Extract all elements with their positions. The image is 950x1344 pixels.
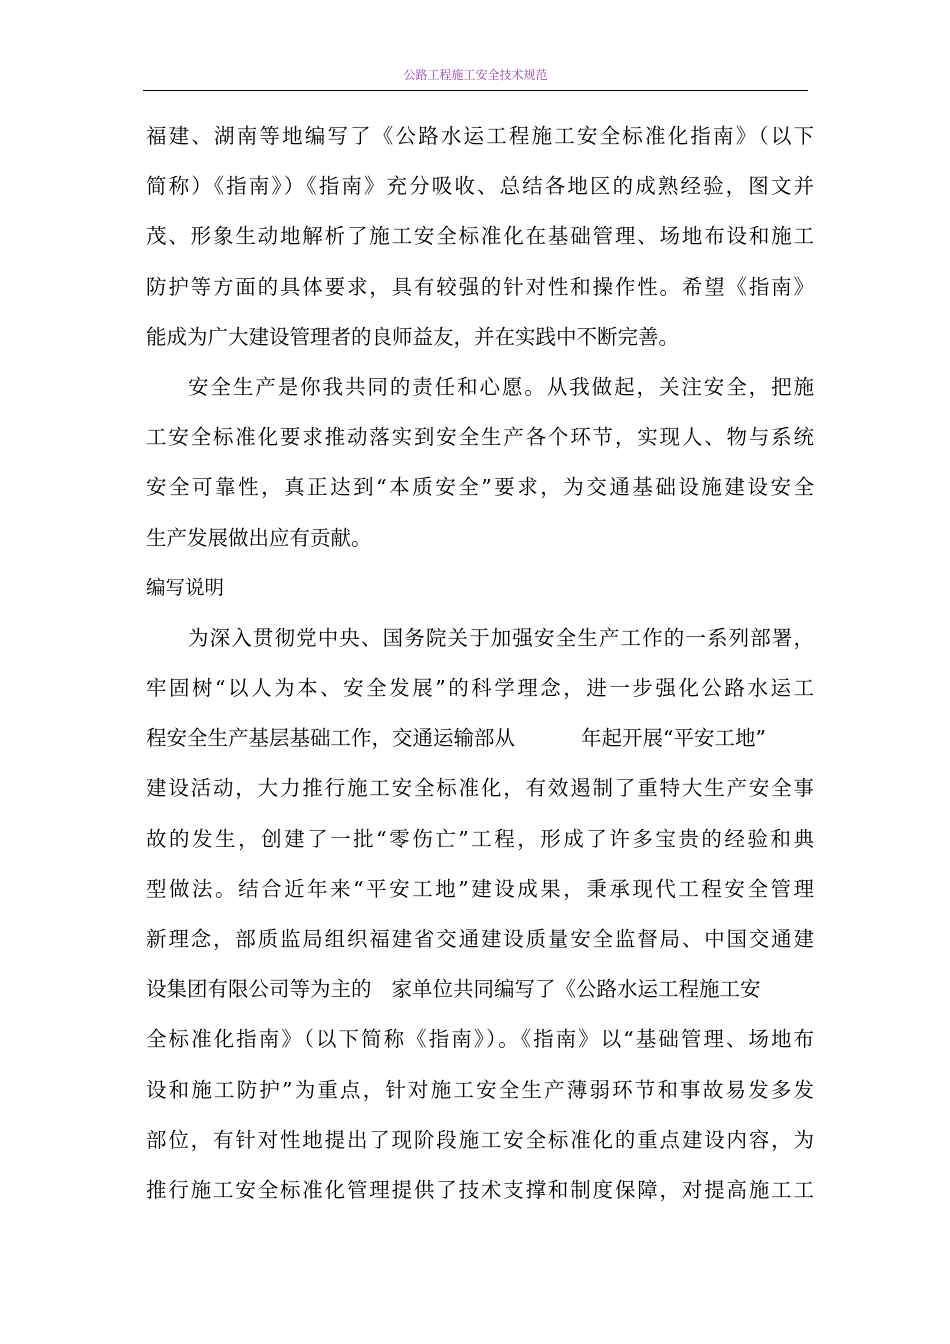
text-line: 型做法。结合近年来“平安工地”建设成果，秉承现代工程安全管理 (146, 876, 814, 901)
text-segment: 程安全生产基层基础工作，交通运输部从 (146, 726, 515, 751)
text-line: 设和施工防护”为重点，针对施工安全生产薄弱环节和事故易发多发 (146, 1077, 814, 1102)
text-segment: 年起开展“平安工地” (581, 726, 766, 751)
body-text (146, 115, 814, 1219)
text-line: 推行施工安全标准化管理提供了技术支撑和制度保障，对提高施工工 (146, 1177, 814, 1202)
text-line (146, 968, 814, 1018)
text-line: 防护等方面的具体要求，具有较强的针对性和操作性。希望《指南》 (146, 274, 814, 299)
running-header: 公路工程施工安全技术规范 (403, 68, 548, 82)
text-line: 建设活动，大力推行施工安全标准化，有效遏制了重特大生产安全事 (146, 776, 814, 801)
header-rule (143, 90, 808, 91)
text-line (146, 717, 814, 767)
paragraph-first-line: 为深入贯彻党中央、国务院关于加强安全生产工作的一系列部署， (188, 625, 814, 650)
text-segment: 设集团有限公司等为主的 (146, 977, 372, 1002)
text-line: 牢固树“以人为本、安全发展”的科学理念，进一步强化公路水运工 (146, 676, 814, 701)
text-line: 能成为广大建设管理者的良师益友，并在实践中不断完善。 (146, 324, 679, 349)
section-heading: 编写说明 (146, 575, 225, 599)
text-line: 安全可靠性，真正达到“本质安全”要求，为交通基础设施建设安全 (146, 475, 814, 500)
text-segment: 家单位共同编写了《公路水运工程施工安 (391, 977, 761, 1002)
text-line: 福建、湖南等地编写了《公路水运工程施工安全标准化指南》（以下 (146, 124, 814, 148)
text-line: 生产发展做出应有贡献。 (146, 525, 372, 550)
text-line: 工安全标准化要求推动落实到安全生产各个环节，实现人、物与系统 (146, 425, 814, 450)
text-line: 新理念，部质监局组织福建省交通建设质量安全监督局、中国交通建 (146, 927, 814, 951)
text-line: 简称）《指南》）《指南》充分吸收、总结各地区的成熟经验，图文并 (146, 174, 814, 199)
text-line: 全标准化指南》（以下简称《指南》）。《指南》以“基础管理、场地布 (146, 1027, 814, 1052)
paragraph-first-line: 安全生产是你我共同的责任和心愿。从我做起，关注安全，把施 (188, 374, 814, 399)
text-line: 茂、形象生动地解析了施工安全标准化在基础管理、场地布设和施工 (146, 224, 814, 249)
text-line: 故的发生，创建了一批“零伤亡”工程，形成了许多宝贵的经验和典 (146, 826, 814, 851)
text-line: 部位，有针对性地提出了现阶段施工安全标准化的重点建设内容，为 (146, 1127, 814, 1152)
